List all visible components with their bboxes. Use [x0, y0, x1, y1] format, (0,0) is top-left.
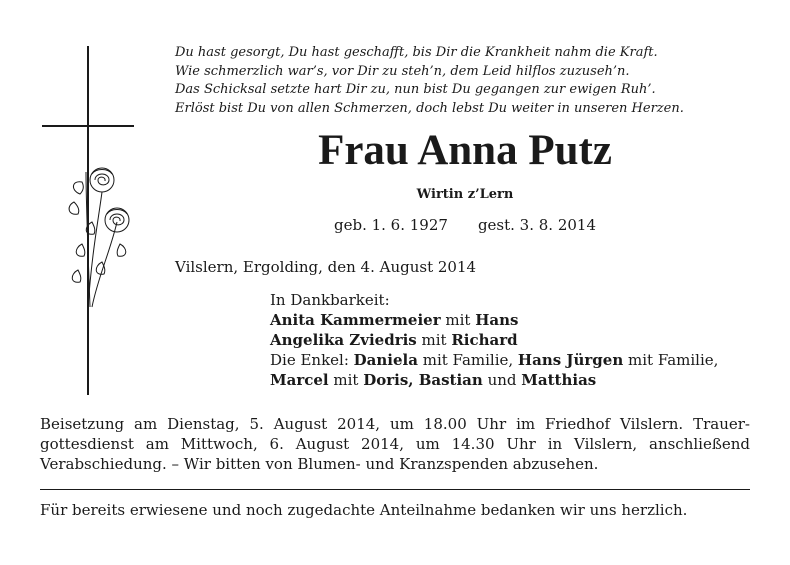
mourner-line: Marcel mit Doris, Bastian und Matthias: [270, 371, 597, 389]
footer-thanks: Für bereits erwiesene und noch zugedachte Anteilnahme bedanken wir uns herzlich.: [40, 501, 688, 519]
roses-icon: [62, 162, 132, 312]
cross-bar: [42, 125, 134, 127]
poem-line: Erlöst bist Du von allen Schmerzen, doch lebst Du weiter in unseren Herzen.: [175, 100, 684, 116]
poem-line: Das Schicksal setzte hart Dir zu, nun bist Du gegangen zur ewigen Ruh’.: [175, 82, 656, 98]
funeral-line: Beisetzung am Dienstag, 5. August 2014, um 18.00 Uhr im Friedhof Vilslern. Trauer-: [40, 415, 750, 433]
poem-line: Du hast gesorgt, Du hast geschafft, bis Dir die Krankheit nahm die Kraft.: [175, 45, 658, 60]
birth-date: geb. 1. 6. 1927: [333, 216, 448, 234]
deceased-subtitle: Wirtin z’Lern: [416, 187, 514, 202]
death-date: gest. 3. 8. 2014: [477, 216, 597, 234]
thanks-heading: In Dankbarkeit:: [270, 291, 390, 309]
life-dates: [160, 215, 770, 235]
poem: [175, 44, 765, 118]
mourner-line: Die Enkel: Daniela mit Familie, Hans Jürgen mit Familie,: [270, 351, 719, 369]
funeral-info: [40, 414, 750, 474]
mourners-list: [270, 290, 765, 390]
divider: [40, 489, 750, 490]
deceased-name: Frau Anna Putz: [318, 127, 612, 174]
funeral-line: Verabschiedung. – Wir bitten von Blumen- und Kranzspenden abzusehen.: [40, 455, 599, 473]
poem-line: Wie schmerzlich war’s, vor Dir zu steh’n, dem Leid hilflos zuzuseh’n.: [175, 63, 630, 79]
place-date: Vilslern, Ergolding, den 4. August 2014: [175, 258, 477, 276]
mourner-line: Angelika Zviedris mit Richard: [270, 331, 518, 349]
mourner-line: Anita Kammermeier mit Hans: [270, 311, 519, 329]
funeral-line: gottesdienst am Mittwoch, 6. August 2014, um 14.30 Uhr in Vilslern, anschließend: [40, 435, 750, 453]
